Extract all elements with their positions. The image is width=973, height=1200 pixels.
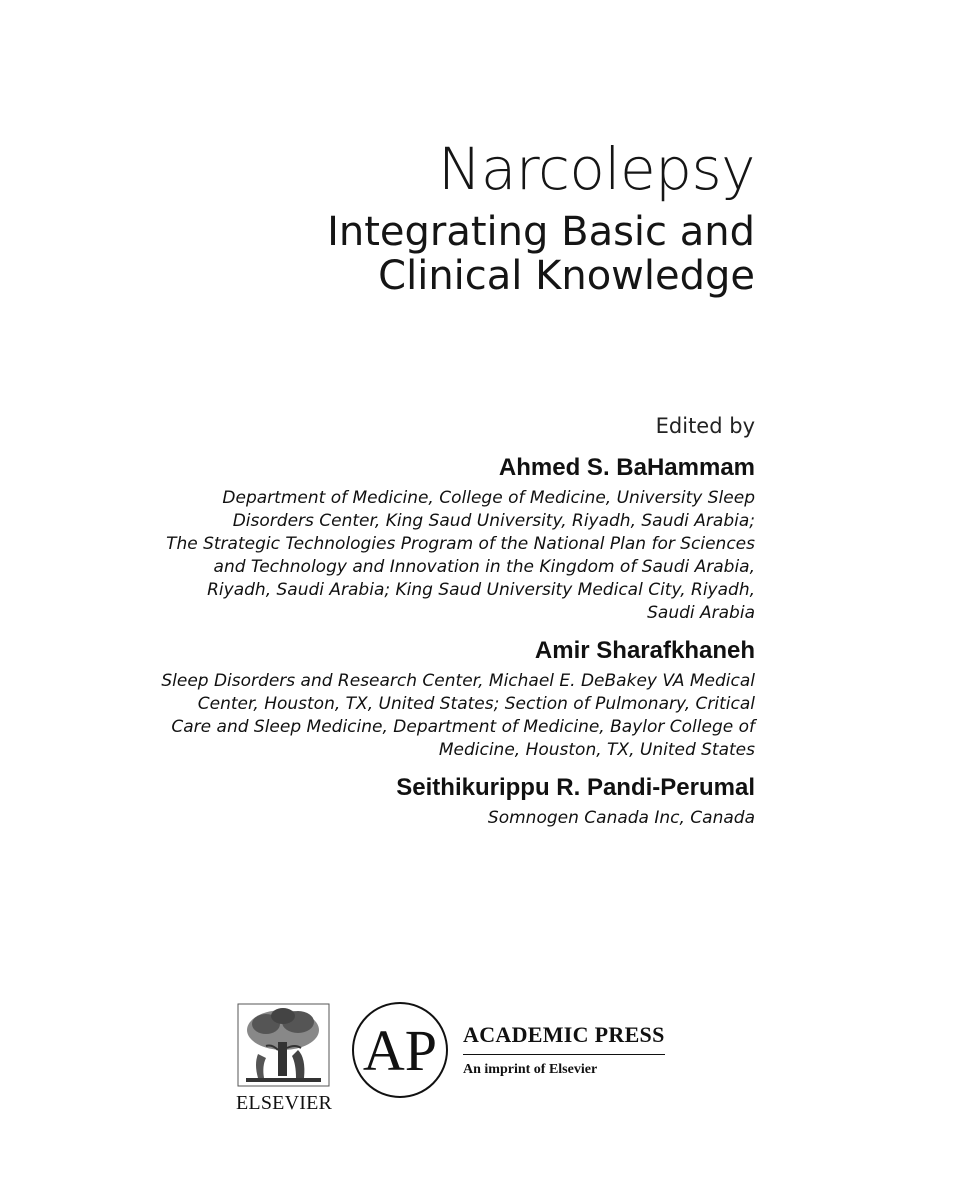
affiliation-line: Saudi Arabia bbox=[647, 603, 755, 623]
affiliation-line: and Technology and Innovation in the Kingdom of Saudi Arabia, bbox=[213, 557, 755, 577]
affiliation-line: Department of Medicine, College of Medicine, University Sleep bbox=[222, 488, 755, 508]
editor-affiliation bbox=[396, 807, 755, 830]
editor-name: Ahmed S. BaHammam bbox=[498, 454, 755, 481]
editor-affiliation bbox=[161, 670, 755, 762]
affiliation-line: Center, Houston, TX, United States; Section of Pulmonary, Critical bbox=[197, 694, 755, 714]
publisher-name: ACADEMIC PRESS bbox=[463, 1022, 665, 1055]
ap-monogram-icon bbox=[350, 1000, 450, 1100]
editor-block bbox=[161, 637, 755, 762]
editor-block bbox=[166, 454, 755, 625]
elsevier-logo bbox=[236, 1002, 331, 1115]
editor-name: Seithikurippu R. Pandi-Perumal bbox=[396, 774, 755, 801]
editor-name: Amir Sharafkhaneh bbox=[534, 637, 755, 664]
publisher-wordmark bbox=[463, 1022, 665, 1078]
affiliation-line: Disorders Center, King Saud University, Riyadh, Saudi Arabia; bbox=[232, 511, 755, 531]
affiliation-line: Care and Sleep Medicine, Department of Medicine, Baylor College of bbox=[171, 717, 755, 737]
affiliation-line: The Strategic Technologies Program of the National Plan for Sciences bbox=[166, 534, 755, 554]
elsevier-tree-icon bbox=[236, 1002, 331, 1088]
ap-monogram-text: AP bbox=[362, 1018, 438, 1083]
editor-affiliation bbox=[166, 487, 755, 625]
subtitle-line: Clinical Knowledge bbox=[378, 253, 755, 299]
edited-by-label: Edited by bbox=[655, 414, 755, 438]
elsevier-wordmark: ELSEVIER bbox=[236, 1092, 333, 1114]
book-title: Narcolepsy bbox=[437, 135, 755, 203]
affiliation-line: Sleep Disorders and Research Center, Michael E. DeBakey VA Medical bbox=[161, 671, 755, 691]
book-subtitle bbox=[327, 210, 755, 298]
subtitle-line: Integrating Basic and bbox=[327, 209, 755, 255]
affiliation-line: Medicine, Houston, TX, United States bbox=[438, 740, 755, 760]
publisher-imprint: An imprint of Elsevier bbox=[463, 1062, 598, 1077]
affiliation-line: Riyadh, Saudi Arabia; King Saud University Medical City, Riyadh, bbox=[207, 580, 755, 600]
affiliation-line: Somnogen Canada Inc, Canada bbox=[487, 808, 755, 828]
academic-press-logo bbox=[350, 1000, 450, 1100]
editor-block bbox=[396, 774, 755, 830]
